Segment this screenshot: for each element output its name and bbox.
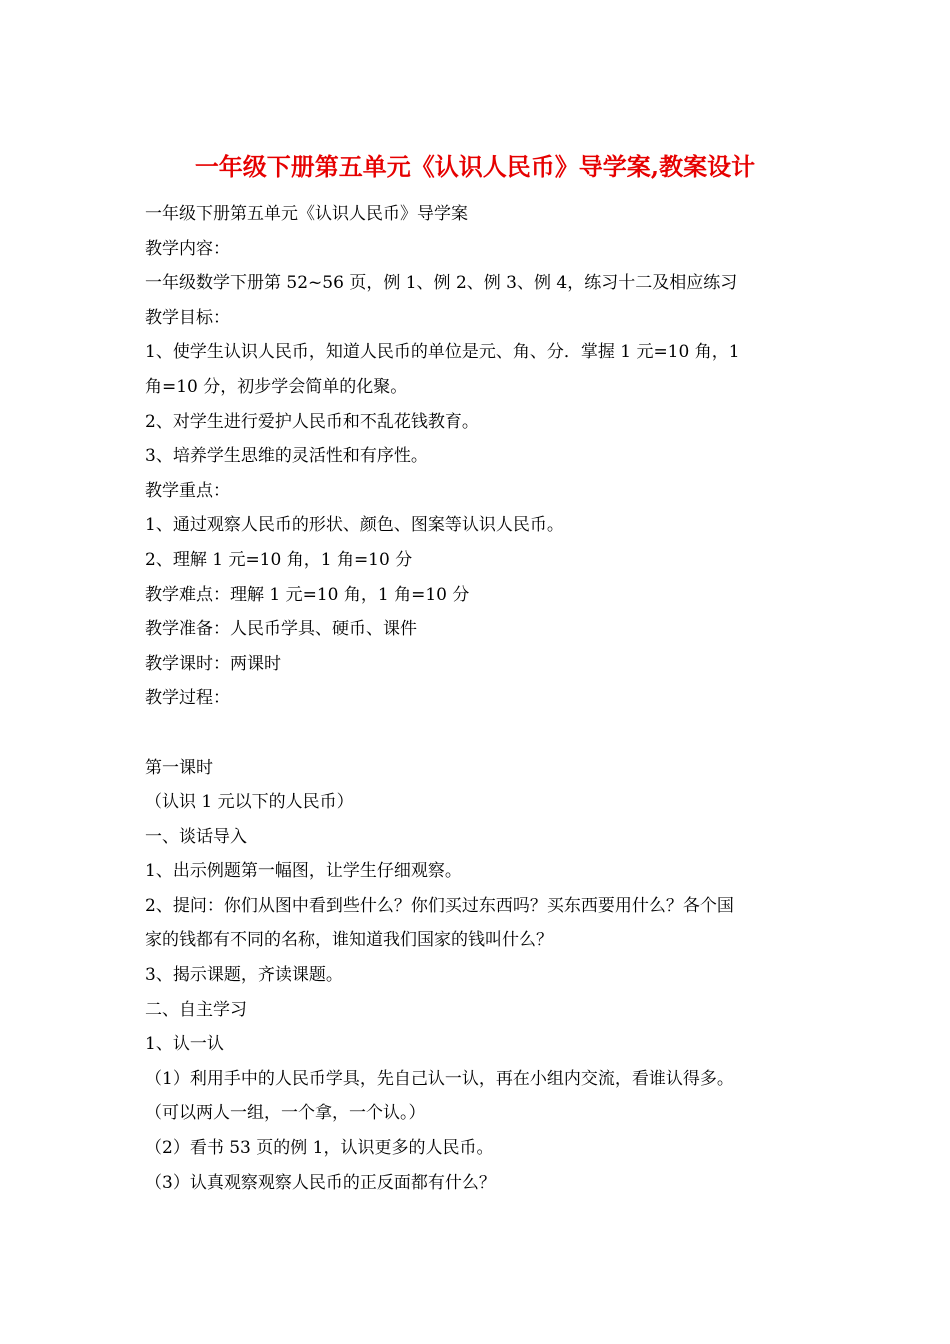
- paragraph-line: （3）认真观察观察人民币的正反面都有什么？: [145, 1172, 496, 1193]
- subtitle-line: 一年级下册第五单元《认识人民币》导学案: [145, 204, 468, 224]
- paragraph-line: 教学难点：理解 1 元=10 角，1 角=10 分: [145, 584, 470, 605]
- paragraph-line: （2）看书 53 页的例 1，认识更多的人民币。: [145, 1138, 494, 1159]
- document-title: 一年级下册第五单元《认识人民币》导学案,教案设计: [194, 152, 756, 181]
- paragraph-line: 教学准备：人民币学具、硬币、课件: [145, 619, 417, 640]
- paragraph-line: 一年级数学下册第 52~56 页，例 1、例 2、例 3、例 4，练习十二及相应练习: [145, 273, 738, 294]
- document-body: [145, 197, 815, 1200]
- paragraph-line: （1）利用手中的人民币学具，先自己认一认，再在小组内交流，看谁认得多。: [145, 1068, 734, 1089]
- paragraph-line: 2、对学生进行爱护人民币和不乱花钱教育。: [145, 411, 479, 432]
- blank-line: [145, 716, 815, 751]
- paragraph-line: 家的钱都有不同的名称，谁知道我们国家的钱叫什么？: [145, 930, 553, 951]
- paragraph-line: 1、认一认: [145, 1034, 224, 1055]
- paragraph-line: （认识 1 元以下的人民币）: [145, 792, 354, 813]
- paragraph-line: 角=10 分，初步学会简单的化聚。: [145, 376, 408, 397]
- paragraph-line: 3、培养学生思维的灵活性和有序性。: [145, 446, 428, 467]
- paragraph-line: 1、出示例题第一幅图，让学生仔细观察。: [145, 861, 462, 882]
- paragraph-line: 2、理解 1 元=10 角，1 角=10 分: [145, 549, 413, 570]
- paragraph-line: 1、通过观察人民币的形状、颜色、图案等认识人民币。: [145, 515, 564, 536]
- paragraph-line: 1、使学生认识人民币，知道人民币的单位是元、角、分．掌握 1 元=10 角，1: [145, 342, 740, 363]
- section-heading: 教学内容：: [145, 238, 230, 259]
- section-heading: 二、自主学习: [145, 999, 247, 1020]
- section-heading: 第一课时: [145, 757, 213, 778]
- section-heading: 教学过程：: [145, 688, 230, 709]
- paragraph-line: （可以两人一组，一个拿，一个认。）: [145, 1103, 426, 1124]
- section-heading: 一、谈话导入: [145, 826, 247, 847]
- paragraph-line: 2、提问：你们从图中看到些什么？你们买过东西吗？买东西要用什么？各个国: [145, 895, 734, 916]
- paragraph-line: 教学课时：两课时: [145, 653, 281, 674]
- section-heading: 教学重点：: [145, 480, 230, 501]
- section-heading: 教学目标：: [145, 307, 230, 328]
- paragraph-line: 3、揭示课题，齐读课题。: [145, 965, 343, 986]
